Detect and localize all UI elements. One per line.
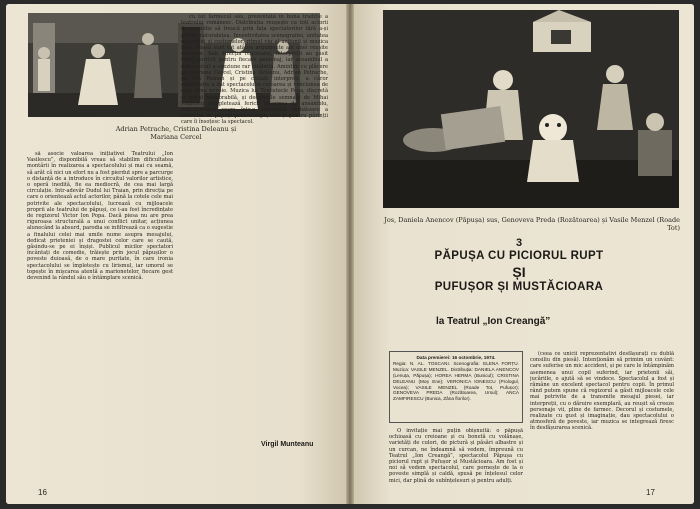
article-column-4 (530, 351, 674, 491)
article-title (404, 237, 634, 295)
credits-box (389, 351, 523, 423)
photo-caption-left: Adrian Petrache, Cristina Deleanu și Mariana Cercel (115, 125, 237, 141)
stage-photo-right (383, 10, 679, 208)
book-gutter (346, 4, 354, 504)
left-page (6, 4, 350, 504)
article-column-4-text: (ceea ce unicii reprezentativi desfășurați cu dublă consiliu din piesă). Intenționăm să primim un cuvânt: care suferise un mic accident, și pe care le întâmpinăm asemenea unui copil suferind, iar prietenii săi, jucăriile, o ajută să se vindece. Spectacolul a fost și rămâne un excelent spectacol pentru copii. În primul rând putem spune că regizorul a găsit mijloacele cele mai potrivite de a transmite mesajul piesei, iar interpreții, cu o dăruire exemplară, au reușit să creeze personaje vii, pline de farmec. Decorul și costumele, realizate cu gust și imaginație, dau spectacolului o atmosferă de poveste, iar muzica se integrează firesc în desfășurarea scenică. (530, 351, 674, 432)
article-column-2 (181, 14, 328, 424)
article-column-1-text: să asocie valoarea inițiativei Teatrului „Ion Vasilescu”, disponibilă vreau să stabilim dificultatea montării în realizarea a spectacolului și mai cu seamă, să arăt că nici un efort nu a fost pierdut spre a parcurge o distanță de a introduce în circuitul valorilor artistice, o operă inedită, fie ea mediocră, de cea mai largă circulație. Intr-adevăr Dudul lui Traian, prin direcția pe care o orientează actul actorilor, până la cotele cele mai potrivite ale spectacolului, lucrează cu mijloacele proprii ale teatrului de păpuși, ce i-au fost încredințate de regizorul Victor Ion Popa. Dacă piesa nu are prea riguroasa structurală a unui conflict unitar, acțiunea alunecând la absurd, parodia se infiltrează ca o sugestie a finalului celei mai umile nume asupra mesajului, dedicat prieteniei și dragostei celor care se caută, găsindu-se pe ei înșiși. Publicul micilor spectatori încântați de comedie, trăiește prin jocul păpușilor o poveste duioasă, de o mare puritate, în care ironia spectacolului se împletește cu lirismul, iar umorul se topește în mișcarea atentă a marionetelor, fiecare gest devenind la rândul său o întâmplare scenică. (27, 151, 173, 282)
title-number: 3 (515, 237, 523, 249)
article-column-2-text: cu tot farmecul său, prezentată în buna tradiție a teatrului românesc. Distribuția reușește ca toți actorii de comedie să treacă prin fața spectatorilor fără a-și pierde naturalețea. Inventivitatea scenografiei, unitatea decorului și costumelor, ritmul viu al acțiunii și muzica bine aleasă sunt tot atâtea argumente ale unei reușite meritate. Sub direcția regizoarei, interpreții au găsit tonul potrivit pentru fiecare personaj, iar ansamblul a demonstrat o coeziune rar întâlnită. Amintim cu plăcere pe Mariana Cercel, Cristina Deleanu, Adrian Petrache, pe Ion Roman și pe ceilalți interpreți, a căror contribuție a dat spectacolului culoarea și vioiciunea de care avea nevoie. Muzica lui Temistocle Popa, discretă și totuși memorabilă, și decorurile semnate de Mihai Mădescu completează fericit imaginea de ansamblu, transformând seara într-o adevărată sărbătoare a teatrului de păpuși pentru copii, dar și pentru părinții care îi însoțesc la spectacol. (181, 14, 328, 126)
page-number-right: 17 (646, 488, 655, 497)
credits-text: Regia: N. AL. TOSCANI. Scenografia: ELENA FORȚU. Muzica: VASILE MENZEL. Distribuția: DANIELA ANENCOV (Lenuța, Păpușa); HOREA HERMA (Bunicul); CRISTINA DELEANU (Moș Ene); VERONICA IONESCU (Prologul, Vocea); VASILE MENZEL (Roade Tot, Pufușor); GENOVEVA PREDA (Rozătoarea, Ursul); ANCA ZAMFIRESCU (Bunica, Zâna florilor). (393, 360, 519, 402)
title-line-3: PUFUȘOR ȘI MUSTĂCIOARA (434, 281, 604, 293)
premiere-date: Data premierei: 16 octombrie, 1974. (416, 355, 496, 360)
page-number-left: 16 (38, 488, 47, 497)
magazine-spread (6, 4, 694, 504)
article-subtitle: la Teatrul „Ion Creangă” (436, 316, 551, 327)
title-line-2: ȘI (512, 264, 526, 280)
article-column-3 (389, 428, 523, 492)
article-column-3-text: O invitație mai puțin obișnuită: o păpușă ochioasă cu creioane și cu bonetă cu volănașe, varietăți de culori, de pictură și păsări albastre și un curcan, ne îndeamnă să vedem, împreună cu Teatrul „Ion Creangă”, spectacolul Păpușa cu piciorul rupt și Pufușor și Mustăcioara. Am fost și noi să vedem spectacolul, care pornește de la o poveste simplă și caldă, spusă pe înțelesul celor mici, dar plină de subînțelesuri și pentru adulți. (389, 428, 523, 484)
title-line-1: PĂPUȘA CU PICIORUL RUPT (434, 250, 604, 262)
photo-caption-right: Jos, Daniela Anencov (Păpușa) sus, Genoveva Preda (Rozătoarea) și Vasile Menzel (Roade Tot) (384, 216, 680, 232)
article-column-1 (27, 151, 173, 491)
author-signature: Virgil Munteanu (261, 441, 314, 448)
